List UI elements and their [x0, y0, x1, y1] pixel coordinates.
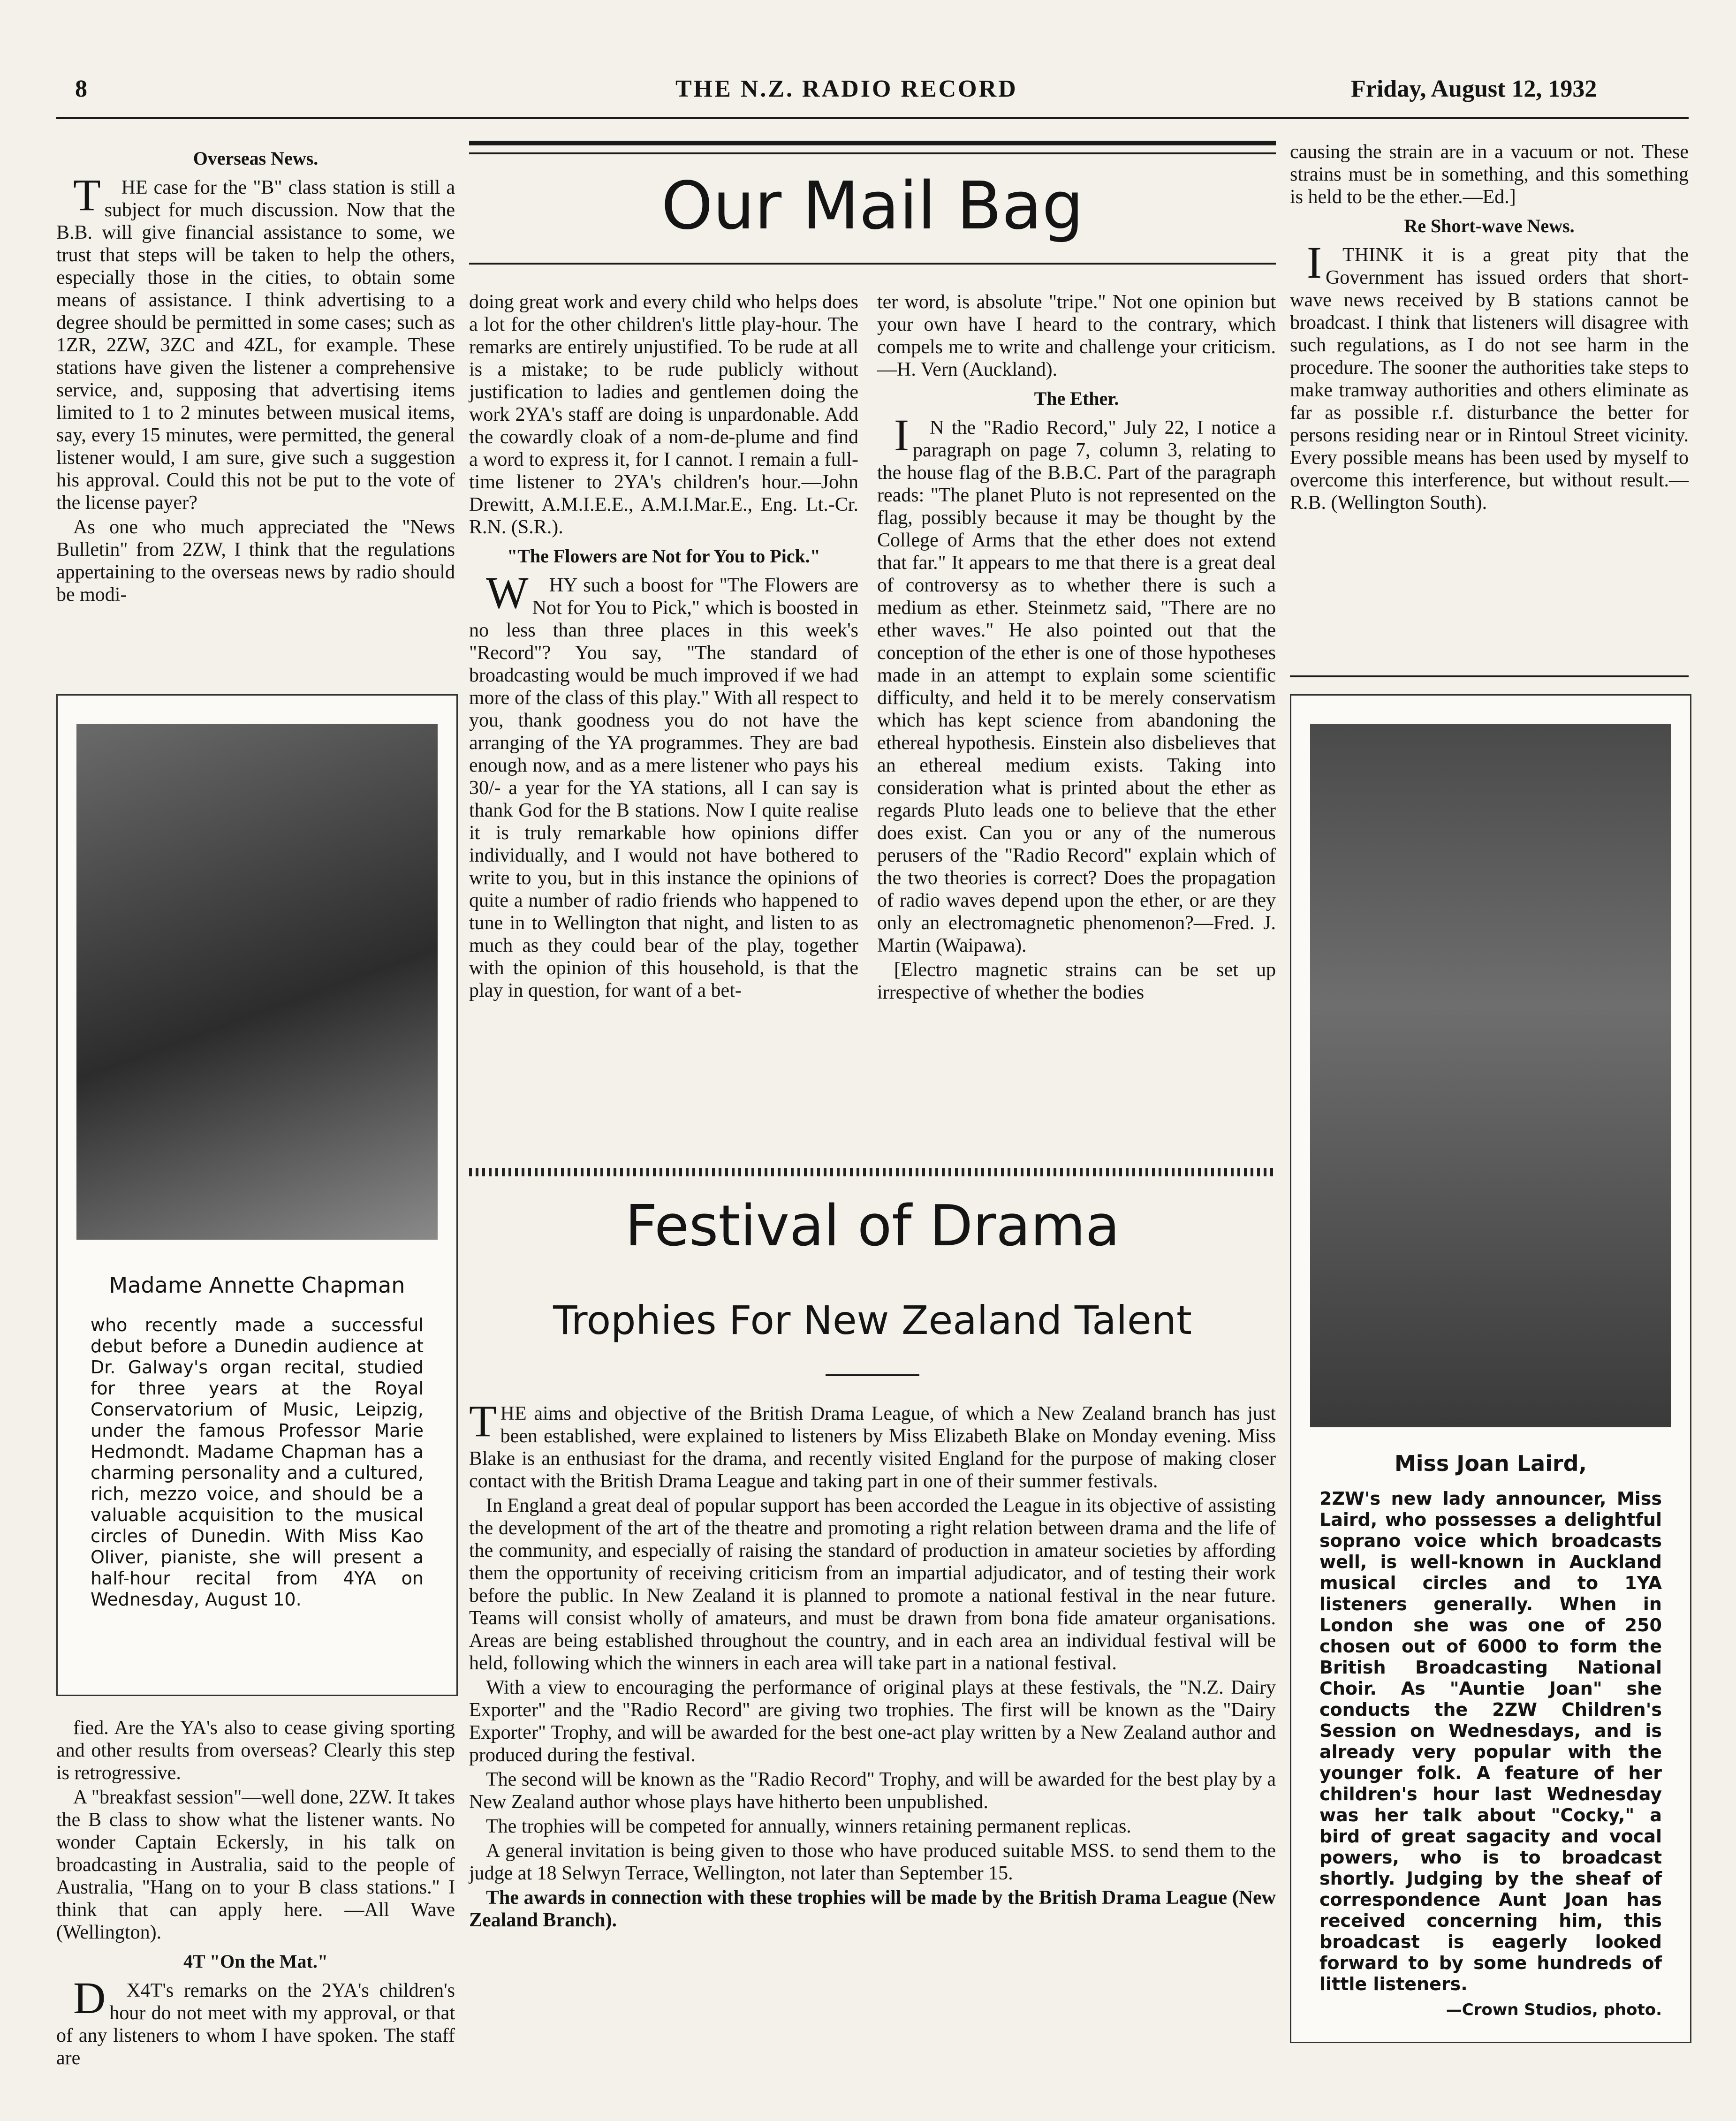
festival-para-5: The trophies will be competed for annually, winners retaining permanent replicas. — [486, 1816, 1131, 1837]
letter-ether: IN the "Radio Record," July 22, I notice a paragraph on page 7, column 3, relating to the house flag of the B.B.C. Part of the paragraph reads: "The planet Pluto is not represented on the flag, possibly because it may be thought by the College of Arms that the ether does not extend that far." It appears to me that there is a great deal of controversy as to whether there is such a medium as ether. Steinmetz said, "There are no ether waves." He also pointed out that the conception of the ether is one of those hypotheses made in an attempt to explain some scientific difficulty, and held it to be merely conservatism which has kept science from abandoning the ethereal hypothesis. Einstein also disbelieves that an ethereal medium exists. Taking into consideration what is printed about the ether as regards Pluto leads one to believe that the ether does exist. Can you or any of the numerous perusers of the "Radio Record" explain which of the two theories is correct? Does the propagation of radio waves depend upon the ether, or are they only an electromagnetic phenomenon?—Fred. J. Martin (Waipawa). — [877, 410, 1276, 956]
editor-note-end: causing the strain are in a vacuum or not. These strains must be in something, and this something is held to be the ether.—Ed.] — [1290, 141, 1689, 208]
mailbag-column-2 — [877, 291, 1276, 1006]
photo-name: Miss Joan Laird, — [1394, 1451, 1587, 1476]
issue-date: Friday, August 12, 1932 — [1351, 76, 1597, 102]
festival-body — [469, 1396, 1276, 1933]
right-column-top — [1290, 141, 1689, 516]
photo-caption: who recently made a successful debut before a Dunedin audience at Dr. Galway's organ recital, studied for three years at the Royal Conservatorium of Music, Leipzig, under the famous Professor Marie Hedmondt. Madame Chapman has a charming personality and a cultured, rich, mezzo voice, and should be a valuable acquisition to the musical circles of Dunedin. With Miss Kao Oliver, pianiste, she will present a half-hour recital from 4YA on Wednesday, August 10. — [91, 1315, 424, 1610]
section-divider — [469, 1168, 1276, 1176]
mailbag-title-rule — [469, 263, 1276, 265]
festival-subtitle: Trophies For New Zealand Talent — [553, 1297, 1192, 1343]
festival-para-4: The second will be known as the "Radio Record" Trophy, and will be awarded for the best play by a New Zealand author whose plays have hitherto been unpublished. — [469, 1769, 1276, 1813]
flowers-heading: "The Flowers are Not for You to Pick." — [507, 545, 821, 567]
overseas-news-cont-1: fied. Are the YA's also to cease giving sporting and other results from overseas? Clearly this step is retrogressive. — [56, 1717, 455, 1784]
editor-note-start: [Electro magnetic strains can be set up irrespective of whether the bodies — [877, 959, 1276, 1003]
on-the-mat-para: DX4T's remarks on the 2YA's children's hour do not meet with my approval, or that of any listeners to whom I have spoken. The staff are — [56, 1973, 455, 2069]
festival-para-1: THE aims and objective of the British Drama League, of which a New Zealand branch has just been established, were explained to listeners by Miss Elizabeth Blake on Monday evening. Miss Blake is an enthusiast for the drama, and recently visited England for the purpose of making closer contact with the British Drama League and taking part in one of their summer festivals. — [469, 1396, 1276, 1492]
letter-vern: ter word, is absolute "tripe." Not one opinion but your own have I heard to the contrary, which compels me to write and challenge your criticism.—H. Vern (Auckland). — [877, 291, 1276, 380]
right-column-rule — [1290, 675, 1689, 677]
page-number: 8 — [75, 76, 87, 102]
photo-name: Madame Annette Chapman — [109, 1273, 405, 1298]
overseas-news-heading: Overseas News. — [193, 148, 318, 169]
header-rule — [56, 117, 1689, 119]
letter-flowers: WHY such a boost for "The Flowers are Not for You to Pick," which is boosted in no less than three places in this week's "Record"? You say, "The standard of broadcasting would be much improved if we had more of the class of this play." With all respect to you, thank goodness you do not have the arranging of the YA programmes. They are bad enough now, and as a mere listener who pays his 30/- a year for the YA stations, all I can say is thank God for the B stations. Now I quite realise it is truly remarkable how opinions differ individually, and I would not have bothered to write to you, but in this instance the opinions of quite a number of radio friends who happened to tune in to Wellington that night, and listen to as much as they could bear of the play, together with the opinion of this household, is that the play in question, for want of a bet- — [469, 568, 858, 1001]
photo-box-annette-chapman — [56, 694, 458, 1696]
mailbag-top-rule-2 — [469, 152, 1276, 154]
left-column-top — [56, 141, 455, 608]
photo-caption: 2ZW's new lady announcer, Miss Laird, who possesses a delightful soprano voice which broadcasts well, is well-known in Auckland musical circles and to 1YA listeners generally. When in London she was one of 250 chosen out of 6000 to form the British Broadcasting National Choir. As "Auntie Joan" she conducts the 2ZW Children's Session on Wednesdays, and is already very popular with the younger folk. A feature of her children's hour last Wednesday was her talk about "Cocky," a bird of great sagacity and vocal powers, who is to broadcast shortly. Judging by the sheaf of correspondence Aunt Joan has received concerning him, this broadcast is eagerly looked forward to by some hundreds of little listeners. — [1319, 1488, 1662, 1994]
on-the-mat-heading: 4T "On the Mat." — [183, 1951, 328, 1972]
ether-heading: The Ether. — [1034, 388, 1119, 409]
festival-para-3: With a view to encouraging the performance of original plays at these festivals, the "N.Z. Dairy Exporter" and the "Radio Record" are giving two trophies. The first will be known as the "Dairy Exporter" Trophy, and will be awarded for the best one-act play written by a New Zealand author and produced during the festival. — [469, 1677, 1276, 1766]
mailbag-column-1 — [469, 291, 858, 1004]
overseas-news-para-1: THE case for the "B" class station is still a subject for much discussion. Now that the B.B. will give financial assistance to some, we trust that steps will be taken to help the others, especially those in the cities, to obtain some means of assistance. I think advertising to a degree should be permitted in some cases; such as 1ZR, 2ZW, 3ZC and 4ZL, for example. These stations have given the listener a comprehensive service, and, supposing that advertising items limited to 1 to 2 minutes between musical items, say, every 15 minutes, were permitted, the general listener would, I am sure, give such a suggestion his approval. Could this not be put to the vote of the license payer? — [56, 170, 455, 514]
photo-box-joan-laird — [1290, 694, 1691, 2043]
publication-title: THE N.Z. RADIO RECORD — [675, 76, 1018, 102]
left-column-bottom — [56, 1717, 455, 2071]
overseas-news-para-2: As one who much appreciated the "News Bulletin" from 2ZW, I think that the regulations appertaining to the overseas news by radio should be modi- — [56, 516, 455, 606]
mailbag-top-rule — [469, 141, 1276, 145]
festival-subtitle-rule — [826, 1374, 919, 1376]
shortwave-para: ITHINK it is a great pity that the Government has issued orders that short-wave news received by B stations cannot be broadcast. I think that listeners will disagree with such regulations, as I do not see harm in the procedure. The sooner the authorities take steps to make tramway authorities and others eliminate as far as possible r.f. disturbance the better for persons residing near or in Rintoul Street vicinity. Every possible means has been used by myself to overcome this interference, but without result.—R.B. (Wellington South). — [1290, 237, 1689, 514]
letter-drewitt: doing great work and every child who helps does a lot for the other children's little play-hour. The remarks are entirely unjustified. To be rude at all is a mistake; to be rude publicly without justification to ladies and gentlemen doing the work 2YA's staff are doing is unpardonable. Add the cowardly cloak of a nom-de-plume and find a word to express it, for I cannot. I remain a full-time listener to 2YA's children's hour.—John Drewitt, A.M.I.E.E., A.M.I.Mar.E., Eng. Lt.-Cr. R.N. (S.R.). — [469, 291, 858, 538]
shortwave-heading: Re Short-wave News. — [1404, 215, 1575, 236]
portrait-photo — [1310, 724, 1671, 1427]
mailbag-title: Our Mail Bag — [661, 168, 1084, 244]
portrait-photo — [76, 724, 438, 1240]
overseas-news-cont-2: A "breakfast session"—well done, 2ZW. It takes the B class to show what the listener wants. No wonder Captain Eckersly, in his talk on broadcasting in Australia, said to the people of Australia, "Hang on to your B class stations." I think that can apply here. —All Wave (Wellington). — [56, 1787, 455, 1943]
festival-para-7: The awards in connection with these trophies will be made by the British Drama League (New Zealand Branch). — [469, 1887, 1276, 1931]
photo-credit: —Crown Studios, photo. — [1446, 2000, 1662, 2019]
festival-title: Festival of Drama — [625, 1194, 1120, 1259]
festival-para-2: In England a great deal of popular support has been accorded the League in its objective of assisting the development of the art of the theatre and promoting a right relation between drama and the life of the community, and especially of raising the standard of production in amateur societies by affording them the opportunity of receiving criticism from an impartial adjudicator, and of testing their work before the public. In New Zealand it is planned to promote a national festival in the near future. Teams will consist wholly of amateurs, and must be drawn from bona fide amateur organisations. Areas are being established throughout the country, and in each area an individual festival will be held, following which the winners in each area will take part in a national festival. — [469, 1495, 1276, 1674]
festival-para-6: A general invitation is being given to those who have produced suitable MSS. to send them to the judge at 18 Selwyn Terrace, Wellington, not later than September 15. — [469, 1840, 1276, 1884]
